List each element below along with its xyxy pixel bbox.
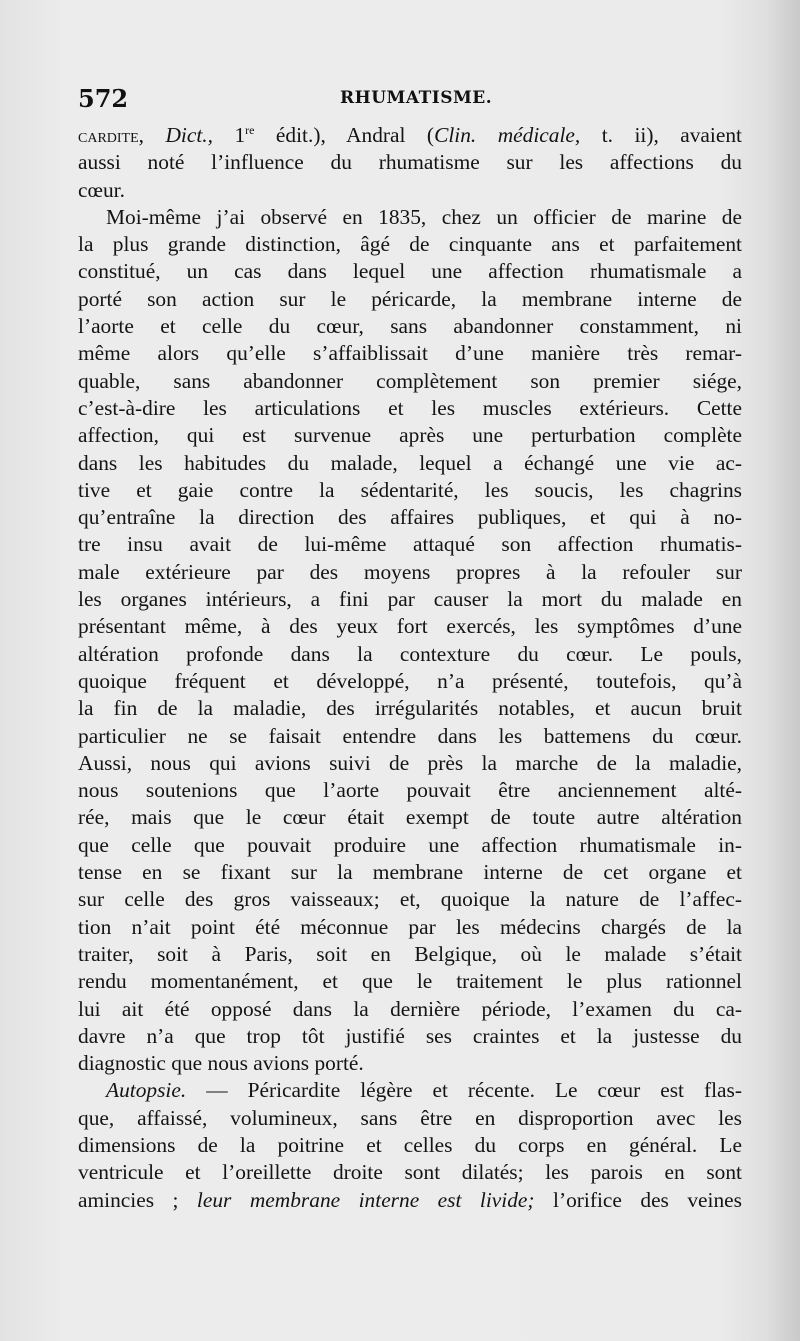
running-head — [78, 84, 742, 118]
text-line: c’est-à-dire les articulations et les muscles extérieurs. Cette — [78, 395, 742, 420]
text-run: 1 — [234, 123, 246, 147]
text-line: que celle que pouvait produire une affection rhumatismale in- — [78, 832, 742, 857]
text-line: quable, sans abandonner complètement son premier siége, — [78, 368, 742, 393]
text-line: constitué, un cas dans lequel une affection rhumatismale a — [78, 259, 742, 284]
text-run: cardite — [78, 125, 139, 147]
text-line: quoique fréquent et développé, n’a présenté, toutefois, qu’à — [78, 668, 742, 693]
text-line: l’aorte et celle du cœur, sans abandonner constamment, ni — [78, 314, 742, 339]
running-title: RHUMATISME. — [340, 88, 493, 108]
superscript: re — [245, 123, 255, 137]
text-line: que, affaissé, volumineux, sans être en disproportion avec les — [78, 1105, 742, 1130]
text-line: rée, mais que le cœur était exempt de toute autre altération — [78, 805, 742, 830]
text-run: amincies ; — [78, 1187, 197, 1212]
body-text — [78, 122, 742, 1214]
citation-title: Clin. médicale, — [434, 123, 581, 147]
text-run: t. ii), avaient — [580, 123, 743, 147]
text-line: davre n’a que trop tôt justifié ses craintes et la justesse du — [78, 1023, 742, 1048]
text-run: , — [138, 123, 166, 147]
paragraph-start: Moi-même j’ai observé en 1835, chez un officier de marine de — [106, 204, 742, 229]
page-number: 572 — [78, 84, 129, 113]
text-line: sur celle des gros vaisseaux; et, quoique la nature de l’affec- — [78, 887, 742, 912]
paragraph-start — [78, 1077, 742, 1104]
text-line: dans les habitudes du malade, lequel a échangé une vie ac- — [78, 450, 742, 475]
text-line: tive et gaie contre la sédentarité, les soucis, les chagrins — [78, 477, 742, 502]
text-line: même alors qu’elle s’affaiblissait d’une manière très remar- — [78, 341, 742, 366]
text-line: nous soutenions que l’aorte pouvait être anciennement alté- — [78, 778, 742, 803]
text-run: — Péricardite légère et récente. Le cœur est flas- — [186, 1078, 742, 1103]
text-line: les organes intérieurs, a fini par causer la mort du malade en — [78, 587, 742, 612]
text-line: tense en se fixant sur la membrane interne de cet organe et — [78, 860, 742, 885]
text-line: porté son action sur le péricarde, la membrane interne de — [78, 286, 742, 311]
text-line: dimensions de la poitrine et celles du corps en général. Le — [78, 1132, 742, 1157]
text-line — [78, 1187, 742, 1214]
text-line: cœur. — [78, 177, 125, 202]
text-line: ventricule et l’oreillette droite sont dilatés; les parois en sont — [78, 1160, 742, 1185]
text-line: lui ait été opposé dans la dernière période, l’examen du ca- — [78, 996, 742, 1021]
italic-phrase: leur membrane interne est livide; — [196, 1187, 535, 1212]
text-line: aussi noté l’influence du rhumatisme sur les affections du — [78, 150, 742, 175]
text-line: Aussi, nous qui avions suivi de près la marche de la maladie, — [78, 750, 742, 775]
text-line: présentant même, à des yeux fort exercés, les symptômes d’une — [78, 614, 742, 639]
text-run: édit.), Andral ( — [254, 123, 435, 147]
text-line: la plus grande distinction, âgé de cinquante ans et parfaitement — [78, 232, 742, 257]
citation-title: Dict., — [165, 123, 213, 147]
text-line: affection, qui est survenue après une perturbation complète — [78, 423, 742, 448]
section-label: Autopsie. — [106, 1078, 187, 1103]
text-line: particulier ne se faisait entendre dans les battemens du cœur. — [78, 723, 742, 748]
text-line: tion n’ait point été méconnue par les médecins chargés de la — [78, 914, 742, 939]
text-run: l’orifice des veines — [534, 1187, 742, 1212]
text-line: male extérieure par des moyens propres à la refouler sur — [78, 559, 742, 584]
text-line: tre insu avait de lui-même attaqué son affection rhumatis- — [78, 532, 742, 557]
text-line: qu’entraîne la direction des affaires publiques, et qui à no- — [78, 505, 742, 530]
text-line — [78, 122, 742, 149]
text-line: rendu momentanément, et que le traitement le plus rationnel — [78, 969, 742, 994]
text-run — [213, 123, 234, 147]
text-line: altération profonde dans la contexture du cœur. Le pouls, — [78, 641, 742, 666]
text-line: diagnostic que nous avions porté. — [78, 1051, 364, 1076]
text-line: traiter, soit à Paris, soit en Belgique, où le malade s’était — [78, 941, 742, 966]
text-line: la fin de la maladie, des irrégularités notables, et aucun bruit — [78, 696, 742, 721]
